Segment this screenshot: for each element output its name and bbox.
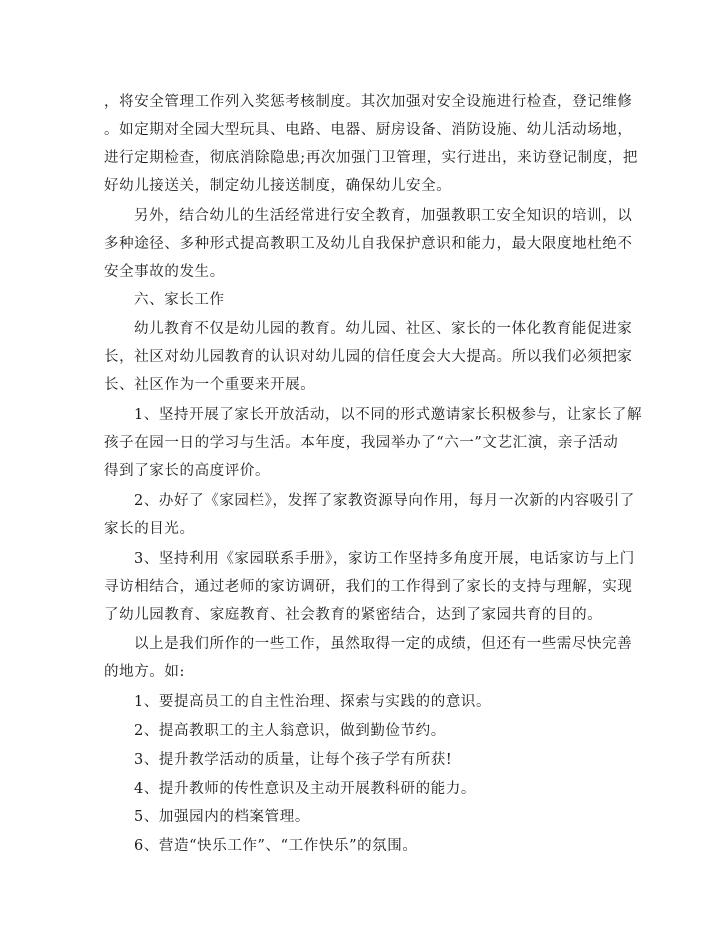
section-heading: 六、家长工作 xyxy=(134,292,225,308)
list-item-text: 2、办好了《家园栏》，发挥了家教资源导向作用，每月一次新的内容吸引了 xyxy=(134,493,635,509)
list-item-text: 6、营造“快乐工作”、“工作快乐”的氛围。 xyxy=(134,838,418,854)
text-line: 的地方。如: xyxy=(104,664,185,680)
text-line: ，将安全管理工作列入奖惩考核制度。其次加强对安全设施进行检查，登记维修 xyxy=(104,94,633,110)
text-line: 长、社区作为一个重要来开展。 xyxy=(104,377,316,393)
text-line: 长，社区对幼儿园教育的认识对幼儿园的信任度会大大提高。所以我们必须把家 xyxy=(104,349,633,365)
text-line: 得到了家长的高度评价。 xyxy=(104,463,271,479)
text-line: 家长的目光。 xyxy=(104,521,195,537)
text-line: 。如定期对全园大型玩具、电路、电器、厨房设备、消防设施、幼儿活动场地， xyxy=(104,122,633,138)
text-line: 以上是我们所作的一些工作，虽然取得一定的成绩，但还有一些需尽快完善 xyxy=(134,636,633,652)
text-line: 幼儿教育不仅是幼儿园的教育。幼儿园、社区、家长的一体化教育能促进家 xyxy=(134,321,633,337)
list-item-text: 1、要提高员工的自主性治理、探索与实践的的意识。 xyxy=(134,694,492,710)
text-line: 了幼儿园教育、家庭教育、社会教育的紧密结合，达到了家园共育的目的。 xyxy=(104,607,603,623)
text-line: 寻访相结合，通过老师的家访调研，我们的工作得到了家长的支持与理解，实现 xyxy=(104,579,633,595)
list-item-text: 4、提升教师的传性意识及主动开展教科研的能力。 xyxy=(134,781,477,797)
text-line: 孩子在园一日的学习与生活。本年度，我园举办了“六一”文艺汇演，亲子活动 xyxy=(104,435,619,451)
list-item-text: 3、提升教学活动的质量，让每个孩子学有所获! xyxy=(134,752,453,768)
text-line: 进行定期检查，彻底消除隐患;再次加强门卫管理，实行进出，来访登记制度，把 xyxy=(104,150,638,166)
text-line: 多种途径、多种形式提高教职工及幼儿自我保护意识和能力，最大限度地杜绝不 xyxy=(104,236,633,252)
list-item-text: 2、提高教职工的主人翁意识，做到勤俭节约。 xyxy=(134,723,446,739)
list-item-text: 5、加强园内的档案管理。 xyxy=(134,809,310,825)
text-line: 另外，结合幼儿的生活经常进行安全教育，加强教职工安全知识的培训，以 xyxy=(134,208,633,224)
list-item-text: 1、坚持开展了家长开放活动，以不同的形式邀请家长积极参与，让家长了解 xyxy=(134,407,643,423)
text-line: 安全事故的发生。 xyxy=(104,264,225,280)
list-item-text: 3、坚持利用《家园联系手册》，家访工作坚持多角度开展，电话家访与上门 xyxy=(134,551,635,567)
text-line: 好幼儿接送关，制定幼儿接送制度，确保幼儿安全。 xyxy=(104,178,452,194)
